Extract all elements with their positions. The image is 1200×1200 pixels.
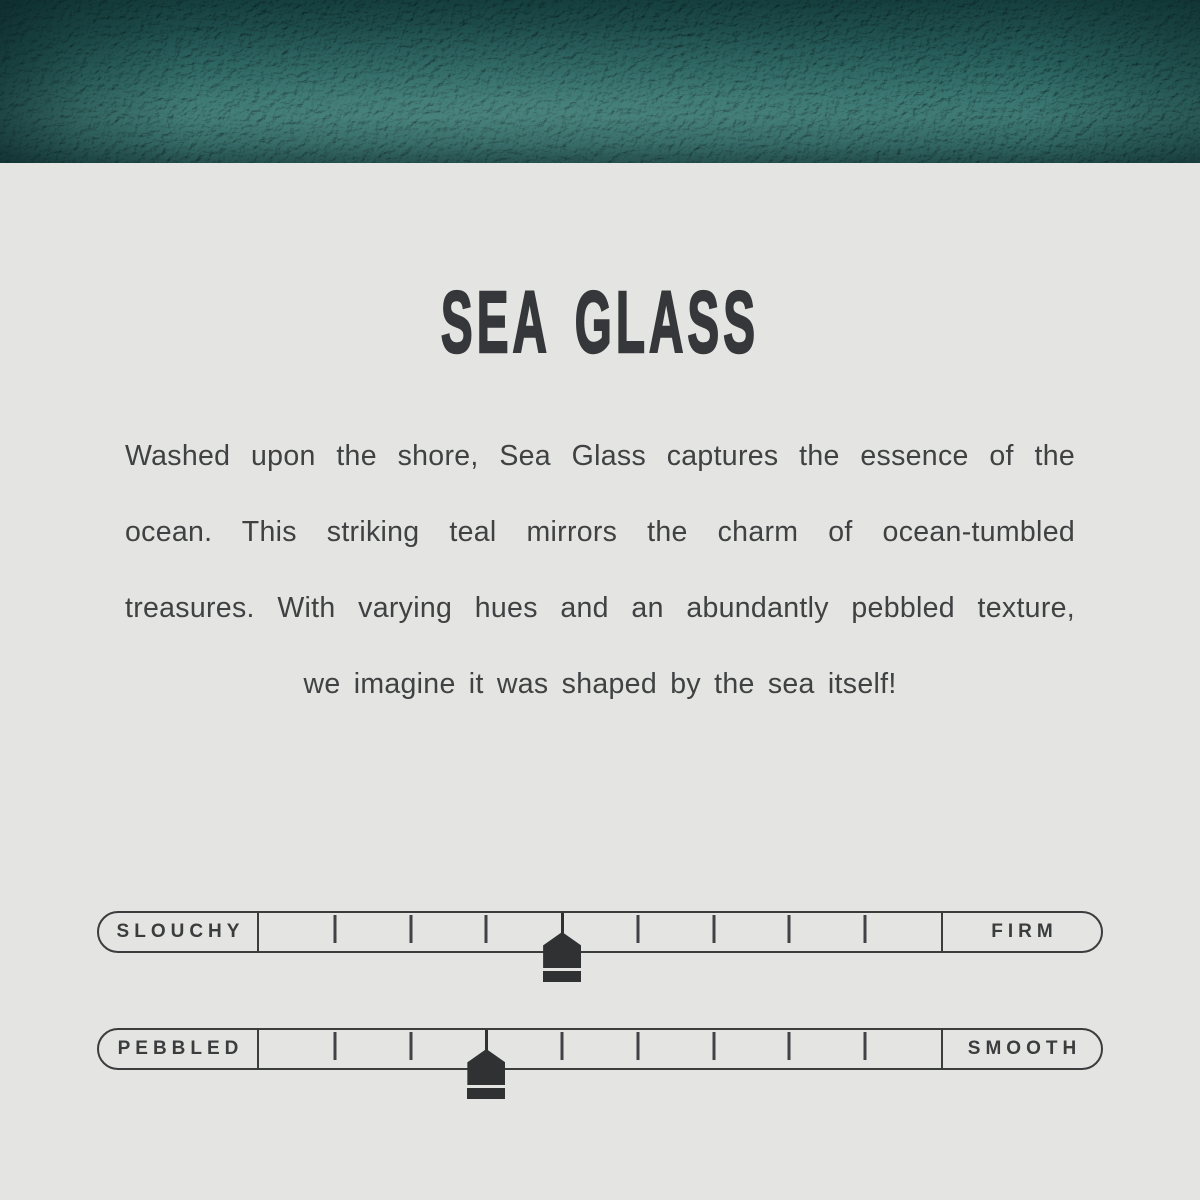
description-line-2: ocean. This striking teal mirrors the charm of ocean-tumbled: [125, 516, 1075, 548]
scale-marker[interactable]: [543, 913, 581, 982]
scale-tick: [636, 1032, 639, 1060]
marker-flag-icon: [543, 932, 581, 968]
pebbled-smooth-scale: [97, 1028, 1103, 1070]
scale-track: [259, 1030, 941, 1068]
marker-foot-icon: [467, 1088, 505, 1099]
scale-tick: [333, 915, 336, 943]
leather-texture-graphic: [0, 0, 1200, 163]
scale-marker[interactable]: [467, 1030, 505, 1099]
scale-right-label: SMOOTH: [941, 1030, 1101, 1068]
scale-tick: [712, 1032, 715, 1060]
marker-stem-icon: [485, 1030, 488, 1050]
scale-tick: [788, 1032, 791, 1060]
color-name-title: SEA GLASS: [440, 274, 760, 371]
scale-tick: [409, 1032, 412, 1060]
scale-tick: [864, 1032, 867, 1060]
scale-tick: [712, 915, 715, 943]
color-description: [125, 418, 1075, 722]
slouchy-firm-scale: [97, 911, 1103, 953]
scale-tick: [485, 915, 488, 943]
scale-tick: [636, 915, 639, 943]
scale-tick: [864, 915, 867, 943]
scale-left-label: PEBBLED: [99, 1030, 259, 1068]
scale-left-label: SLOUCHY: [99, 913, 259, 951]
description-line-3: treasures. With varying hues and an abundantly pebbled texture,: [125, 592, 1075, 624]
scale-tick: [561, 1032, 564, 1060]
marker-foot-icon: [543, 971, 581, 982]
description-line-1: Washed upon the shore, Sea Glass captures the essence of the: [125, 440, 1075, 472]
scale-tick: [788, 915, 791, 943]
scale-tick: [333, 1032, 336, 1060]
marker-stem-icon: [561, 913, 564, 933]
marker-flag-icon: [467, 1049, 505, 1085]
scale-tick: [409, 915, 412, 943]
scale-right-label: FIRM: [941, 913, 1101, 951]
leather-swatch-image: [0, 0, 1200, 163]
scale-track: [259, 913, 941, 951]
description-line-4: we imagine it was shaped by the sea itself!: [303, 668, 897, 700]
